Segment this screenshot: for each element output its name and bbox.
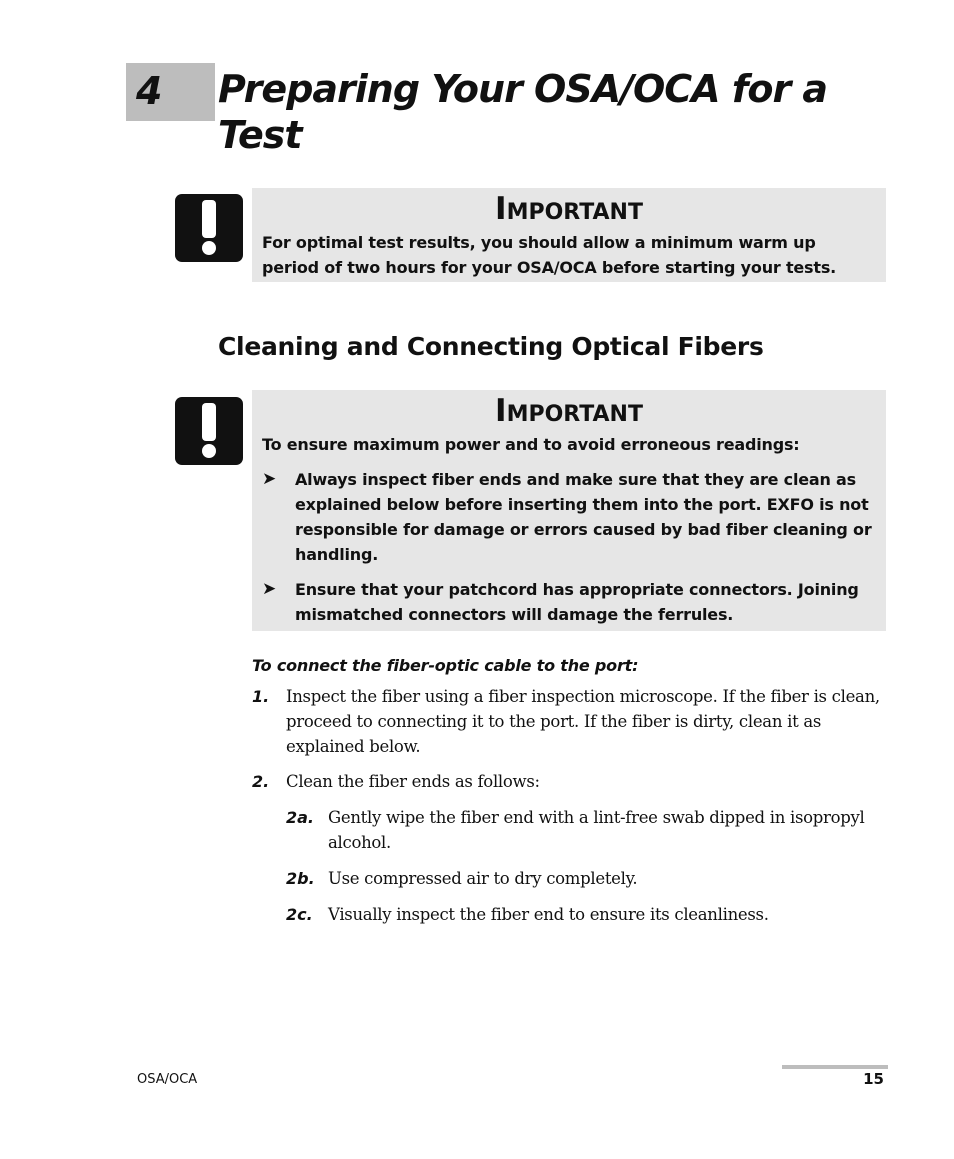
procedure-substep: [286, 866, 886, 891]
procedure-step: [252, 769, 886, 794]
exclamation-icon: [175, 397, 243, 465]
step-number: 1.: [252, 687, 270, 706]
substep-text: Use compressed air to dry completely.: [328, 869, 638, 888]
section-heading: Cleaning and Connecting Optical Fibers: [218, 332, 764, 361]
arrow-bullet-icon: ➤: [262, 469, 277, 489]
important-text: For optimal test results, you should allow a minimum warm up period of two hours for your OSA/OCA before starting your tests.: [262, 233, 837, 277]
substep-text: Gently wipe the fiber end with a lint-free swab dipped in isopropyl alcohol.: [328, 808, 865, 852]
procedure-step: [252, 684, 886, 759]
footer-product: OSA/OCA: [137, 1072, 198, 1087]
footer-rule: [782, 1065, 888, 1069]
important-title: IMPORTANT: [495, 191, 643, 227]
procedure-substep: [286, 805, 886, 855]
substep-text: Visually inspect the fiber end to ensure its cleanliness.: [328, 905, 769, 924]
important-bullet: [262, 577, 876, 627]
procedure-title: To connect the fiber-optic cable to the port:: [252, 656, 639, 675]
step-number: 2.: [252, 772, 270, 791]
important-callout-warmup: [252, 188, 886, 282]
substep-number: 2b.: [286, 869, 315, 888]
bullet-text: Ensure that your patchcord has appropriate connectors. Joining mismatched connectors will damage the ferrules.: [295, 580, 859, 624]
step-text: Clean the fiber ends as follows:: [286, 772, 540, 791]
important-callout-cleaning: [252, 390, 886, 631]
important-bullet: [262, 467, 876, 567]
chapter-title: Preparing Your OSA/OCA for a Test: [218, 67, 828, 157]
bullet-text: Always inspect fiber ends and make sure that they are clean as explained below before inserting them into the port. EXFO is not responsible for damage or errors caused by bad fiber cleaning or handling.: [295, 470, 872, 564]
important-intro: To ensure maximum power and to avoid erroneous readings:: [262, 435, 800, 454]
substep-number: 2c.: [286, 905, 313, 924]
important-title: IMPORTANT: [495, 393, 643, 429]
chapter-number: 4: [136, 69, 163, 113]
exclamation-icon: [175, 194, 243, 262]
step-text: Inspect the fiber using a fiber inspection microscope. If the fiber is clean, proceed to connecting it to the port. If the fiber is dirty, clean it as explained below.: [286, 687, 880, 756]
arrow-bullet-icon: ➤: [262, 579, 277, 599]
procedure-substep: [286, 902, 886, 927]
substep-number: 2a.: [286, 808, 315, 827]
page-number: 15: [863, 1070, 884, 1088]
